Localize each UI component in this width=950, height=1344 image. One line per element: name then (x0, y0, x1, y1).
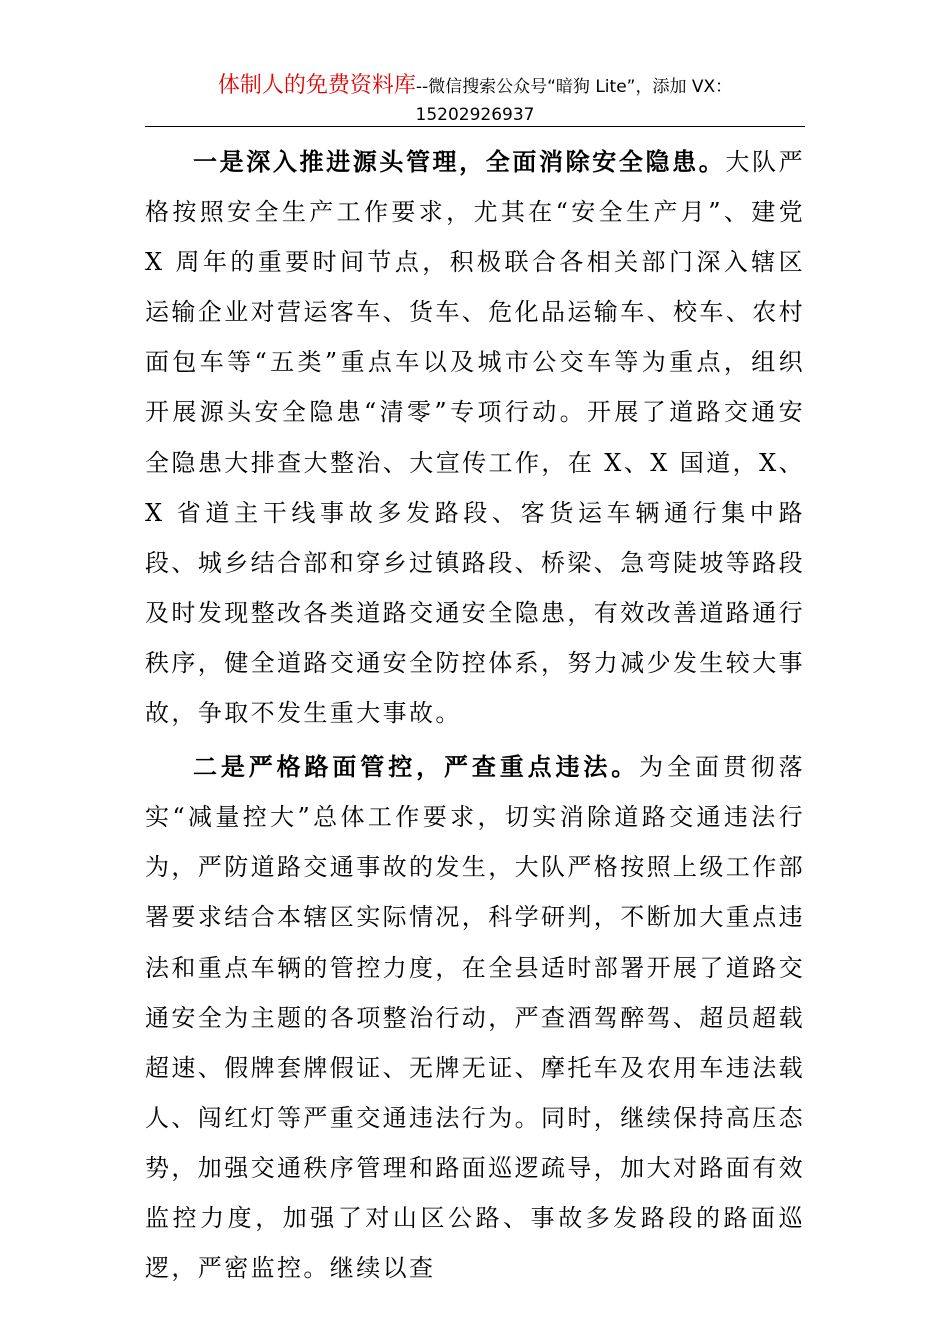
page-header (145, 72, 805, 129)
paragraph-road-control (145, 742, 805, 1293)
document-body (145, 137, 805, 1293)
header-brand: 体制人的免费资料库 (217, 73, 416, 98)
paragraph-source-management (145, 137, 805, 738)
header-note: --微信搜索公众号“暗狗 Lite”，添加 VX： (415, 77, 733, 97)
paragraph-text: 大队严格按照安全生产工作要求，尤其在“安全生产月”、建党 X 周年的重要时间节点，积极联合各相关部门深入辖区运输企业对营运客车、货车、危化品运输车、校车、农村面包车等“五类”重点车以及城市公交车等为重点，组织开展源头安全隐患“清零”专项行动。开展了道路交通安全隐患大排查大整治、大宣传工作，在 X、X 国道，X、X 省道主干线事故多发路段、客货运车辆通行集中路段、城乡结合部和穿乡过镇路段、桥梁、急弯陡坡等路段及时发现整改各类道路交通安全隐患，有效改善道路通行秩序，健全道路交通安全防控体系，努力减少发生较大事故，争取不发生重大事故。 (145, 148, 805, 728)
header-contact: 15202926937 (415, 105, 535, 125)
paragraph-lead: 二是严格路面管控，严查重点违法。 (193, 753, 640, 782)
header-divider (145, 126, 805, 127)
paragraph-text: 为全面贯彻落实“减量控大”总体工作要求，切实消除道路交通违法行为，严防道路交通事故的发生，大队严格按照上级工作部署要求结合本辖区实际情况，科学研判，不断加大重点违法和重点车辆的管控力度，在全县适时部署开展了道路交通安全为主题的各项整治行动，严查酒驾醉驾、超员超载超速、假牌套牌假证、无牌无证、摩托车及农用车违法载人、闯红灯等严重交通违法行为。同时，继续保持高压态势，加强交通秩序管理和路面巡逻疏导，加大对路面有效监控力度，加强了对山区公路、事故多发路段的路面巡逻，严密监控。继续以查 (145, 753, 805, 1283)
paragraph-lead: 一是深入推进源头管理，全面消除安全隐患。 (193, 148, 726, 176)
